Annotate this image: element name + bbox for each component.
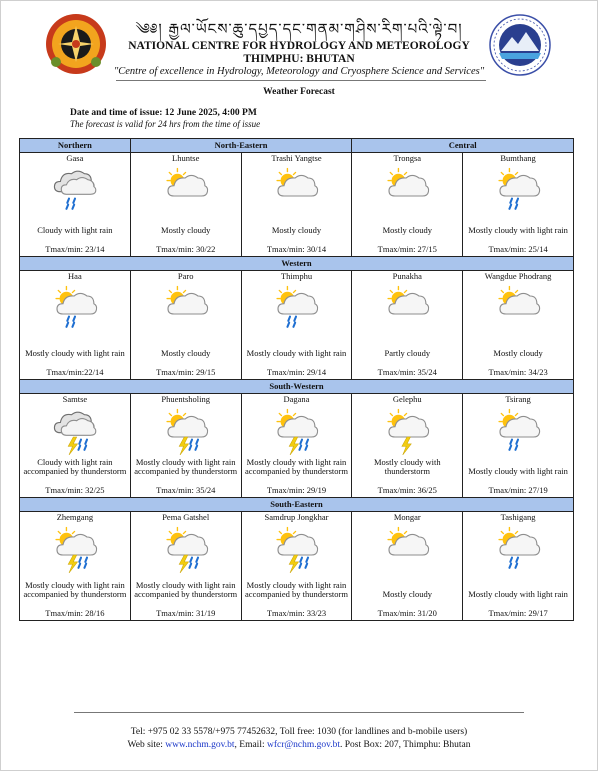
mostly-cloudy-icon <box>268 166 324 214</box>
sun-thunder-rain-icon <box>268 525 324 573</box>
region-header-row <box>20 139 574 153</box>
region-south-western: South-Western <box>20 380 574 394</box>
station-name: Lhuntse <box>172 153 200 163</box>
station-cell <box>352 153 463 257</box>
station-row <box>20 512 574 621</box>
station-name: Tashigang <box>500 512 536 522</box>
station-cell <box>20 153 131 257</box>
cloud-thunder-rain-icon <box>47 407 103 455</box>
agency-motto: "Centre of excellence in Hydrology, Meteorology and Cryosphere Science and Services" <box>113 66 485 77</box>
sun-thunder-rain-icon <box>158 407 214 455</box>
temperature-range: Tmax/min: 29/17 <box>488 608 548 619</box>
station-cell <box>20 512 131 621</box>
forecast-description: Mostly cloudy <box>382 589 432 600</box>
website-link[interactable]: www.nchm.gov.bt <box>165 740 235 750</box>
temperature-range: Tmax/min: 35/24 <box>156 485 216 496</box>
station-cell <box>463 153 574 257</box>
station-name: Punakha <box>392 271 422 281</box>
temperature-range: Tmax/min: 28/16 <box>45 608 105 619</box>
sun-thunder-rain-icon <box>47 525 103 573</box>
forecast-description: Mostly cloudy with light rain accompanied by thunderstorm <box>23 579 127 600</box>
station-row <box>20 153 574 257</box>
sun-cloud-rain-icon <box>490 525 546 573</box>
station-name: Wangdue Phodrang <box>484 271 552 281</box>
station-cell <box>463 271 574 380</box>
forecast-table <box>19 138 574 621</box>
email-link[interactable]: wfcr@nchm.gov.bt <box>266 740 340 750</box>
station-name: Gasa <box>66 153 84 163</box>
station-name: Gelephu <box>392 394 422 404</box>
tibetan-title: ༄༅། རྒྱལ་ཡོངས་ཆུ་དཔྱད་དང་གནམ་གཤིས་རིག་པའི་ལྟེ་བ། <box>135 20 463 38</box>
sun-cloud-rain-icon <box>268 284 324 332</box>
forecast-description: Mostly cloudy <box>382 225 432 236</box>
sun-cloud-rain-icon <box>490 407 546 455</box>
station-cell <box>241 271 352 380</box>
temperature-range: Tmax/min: 32/25 <box>45 485 105 496</box>
forecast-description: Mostly cloudy with light rain <box>468 466 568 477</box>
footer-web-line <box>0 740 598 750</box>
station-name: Samdrup Jongkhar <box>264 512 329 522</box>
forecast-description: Mostly cloudy with light rain <box>468 225 568 236</box>
station-cell <box>130 271 241 380</box>
forecast-description: Mostly cloudy <box>271 225 322 236</box>
temperature-range: Tmax/min: 23/14 <box>45 244 105 255</box>
station-row <box>20 394 574 498</box>
station-name: Trongsa <box>393 153 422 163</box>
forecast-description: Cloudy with light rain <box>37 225 113 236</box>
temperature-range: Tmax/min: 34/23 <box>488 367 548 378</box>
station-name: Zhemgang <box>56 512 94 522</box>
footer-divider <box>74 712 524 713</box>
region-north-eastern: North-Eastern <box>130 139 352 153</box>
temperature-range: Tmax/min: 30/14 <box>266 244 327 255</box>
station-name: Haa <box>68 271 82 281</box>
mostly-cloudy-icon <box>379 525 435 573</box>
forecast-description: Partly cloudy <box>384 348 431 359</box>
region-south-eastern: South-Eastern <box>20 498 574 512</box>
postbox-text: . Post Box: 207, Thimphu: Bhutan <box>340 740 471 750</box>
footer-contact: Tel: +975 02 33 5578/+975 77452632, Toll free: 1030 (for landlines and b-mobile users) <box>130 727 468 737</box>
station-cell <box>130 512 241 621</box>
station-cell <box>130 153 241 257</box>
region-header-row <box>20 257 574 271</box>
temperature-range: Tmax/min: 30/22 <box>156 244 216 255</box>
station-cell <box>463 512 574 621</box>
issue-time: Date and time of issue: 12 June 2025, 4:00 PM <box>70 108 257 118</box>
station-cell <box>130 394 241 498</box>
temperature-range: Tmax/min: 31/20 <box>377 608 437 619</box>
forecast-description: Mostly cloudy with light rain <box>25 348 125 359</box>
station-cell <box>352 271 463 380</box>
temperature-range: Tmax/min: 29/19 <box>266 485 327 496</box>
agency-city: THIMPHU: BHUTAN <box>243 53 355 65</box>
partly-cloudy-icon <box>379 284 435 332</box>
temperature-range: Tmax/min: 36/25 <box>377 485 437 496</box>
station-name: Paro <box>177 271 194 281</box>
station-name: Tsirang <box>505 394 531 404</box>
station-name: Phuentsholing <box>161 394 211 404</box>
forecast-description: Mostly cloudy with light rain accompanied by thunderstorm <box>245 579 348 600</box>
temperature-range: Tmax/min: 25/14 <box>488 244 548 255</box>
header-divider <box>116 80 486 81</box>
temperature-range: Tmax/min: 33/23 <box>266 608 327 619</box>
station-cell <box>352 512 463 621</box>
forecast-description: Mostly cloudy <box>161 225 211 236</box>
station-cell <box>352 394 463 498</box>
agency-name: NATIONAL CENTRE FOR HYDROLOGY AND METEOROLOGY <box>128 40 470 52</box>
forecast-description: Mostly cloudy with light rain <box>246 348 347 359</box>
sun-cloud-rain-icon <box>47 284 103 332</box>
forecast-description: Mostly cloudy with light rain accompanied by thunderstorm <box>134 579 238 600</box>
forecast-description: Mostly cloudy <box>493 348 543 359</box>
station-name: Bumthang <box>500 153 536 163</box>
forecast-description: Cloudy with light rain accompanied by thunderstorm <box>23 456 127 477</box>
mostly-cloudy-icon <box>379 166 435 214</box>
station-row <box>20 271 574 380</box>
station-cell <box>241 394 352 498</box>
station-name: Samtse <box>62 394 88 404</box>
station-cell <box>20 271 131 380</box>
station-name: Trashi Yangtse <box>271 153 322 163</box>
station-name: Dagana <box>283 394 310 404</box>
web-label: Web site: <box>127 740 166 750</box>
temperature-range: Tmax/min: 27/19 <box>488 485 548 496</box>
temperature-range: Tmax/min: 35/24 <box>377 367 437 378</box>
station-name: Pema Gatshel <box>162 512 210 522</box>
temperature-range: Tmax/min: 29/15 <box>156 367 216 378</box>
station-cell <box>20 394 131 498</box>
report-title: Weather Forecast <box>263 87 335 97</box>
sun-thunder-rain-icon <box>268 407 324 455</box>
email-label: , Email: <box>234 740 267 750</box>
temperature-range: Tmax/min: 29/14 <box>266 367 327 378</box>
forecast-description: Mostly cloudy with light rain accompanied by thunderstorm <box>245 456 348 477</box>
forecast-description: Mostly cloudy <box>161 348 211 359</box>
region-header-row <box>20 380 574 394</box>
station-name: Thimphu <box>280 271 313 281</box>
mostly-cloudy-icon <box>158 284 214 332</box>
mostly-cloudy-icon <box>490 284 546 332</box>
station-cell <box>463 394 574 498</box>
validity-note: The forecast is valid for 24 hrs from the time of issue <box>70 119 261 129</box>
sun-thunder-rain-icon <box>158 525 214 573</box>
cloud-rain-icon <box>47 166 103 214</box>
station-name: Mongar <box>393 512 421 522</box>
forecast-description: Mostly cloudy with thunderstorm <box>373 456 441 477</box>
region-central: Central <box>352 139 574 153</box>
station-cell <box>241 153 352 257</box>
sun-cloud-thunder-icon <box>379 407 435 455</box>
temperature-range: Tmax/min: 31/19 <box>156 608 216 619</box>
station-cell <box>241 512 352 621</box>
region-header-row <box>20 498 574 512</box>
region-northern: Northern <box>20 139 131 153</box>
region-western: Western <box>20 257 574 271</box>
temperature-range: Tmax/min:22/14 <box>46 367 104 378</box>
temperature-range: Tmax/min: 27/15 <box>377 244 437 255</box>
forecast-description: Mostly cloudy with light rain accompanied by thunderstorm <box>134 456 238 477</box>
forecast-description: Mostly cloudy with light rain <box>468 589 568 600</box>
mostly-cloudy-icon <box>158 166 214 214</box>
sun-cloud-rain-icon <box>490 166 546 214</box>
